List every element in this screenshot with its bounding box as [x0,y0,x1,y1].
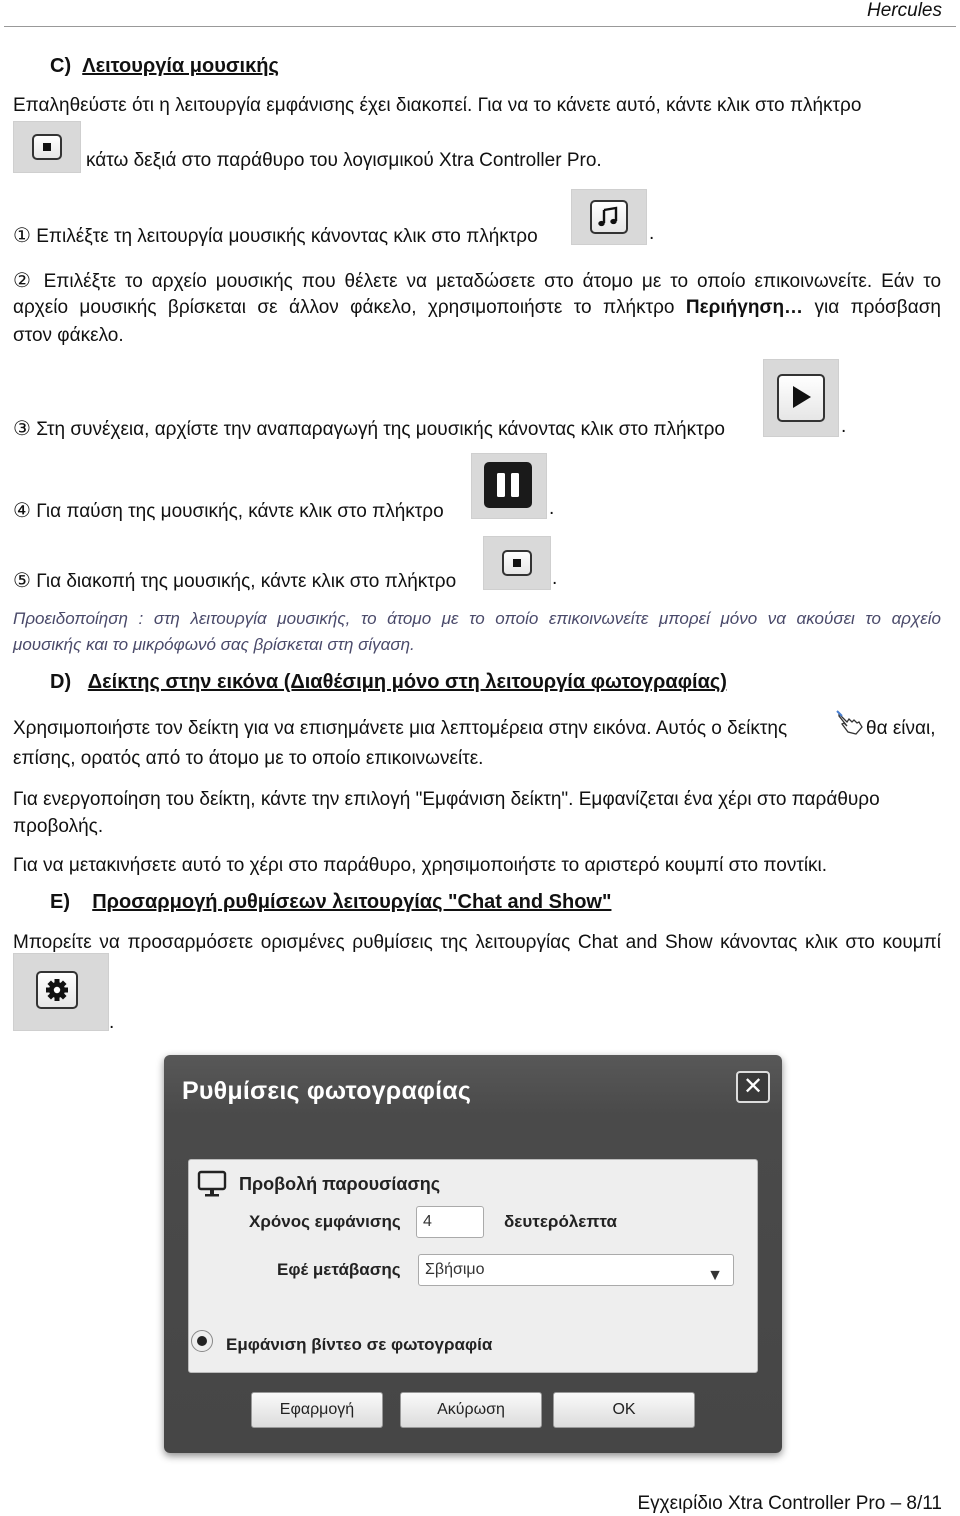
section-e-heading [50,891,611,914]
footer-text: Εγχειρίδιο Xtra Controller Pro – 8/11 [637,1493,942,1514]
step3-number: ③ [13,416,31,440]
intro-line2: κάτω δεξιά στο παράθυρο του λογισμικού Xtra Controller Pro. [86,150,602,171]
browse-button-label: Περιήγηση… [685,297,804,318]
stop-icon [513,559,521,567]
d-p2-line1: Για ενεργοποίηση του δείκτη, κάντε την επιλογή "Εμφάνιση δείκτη". Εμφανίζεται ένα χέρι στο παράθυρο [13,789,880,810]
header-divider [4,26,956,27]
step2-line2 [13,294,941,322]
ok-button[interactable]: OK [553,1392,695,1428]
step5-period: . [552,568,558,589]
transition-label: Εφέ μετάβασης [277,1260,401,1279]
display-time-label: Χρόνος εμφάνισης [249,1212,401,1231]
d-p1-line1a: Χρησιμοποιήστε τον δείκτη για να επισημάνετε μια λεπτομέρεια στην εικόνα. Αυτός ο δείκτης [13,718,788,739]
music-note-icon [592,202,626,232]
step5-number: ⑤ [13,568,31,592]
warning-line2: μουσικής και το μικρόφωνό σας βρίσκεται στη σίγαση. [13,635,415,654]
stop-button-image-2 [483,536,551,590]
step4-text [13,498,444,523]
step1-text [13,223,538,248]
step5-label: Για διακοπή της μουσικής, κάντε κλικ στο πλήκτρο [36,571,457,592]
section-c-heading [50,55,279,78]
monitor-icon [197,1170,227,1198]
step5-text [13,568,456,593]
section-d-letter: D) [50,671,72,693]
music-button-image [571,189,647,245]
hand-pointer-icon [834,708,864,738]
step3-period: . [841,416,847,437]
step2-line2b: για πρόσβαση [814,297,941,318]
d-p1-line2: επίσης, ορατός από το άτομο με το οποίο επικοινωνείτε. [13,748,484,769]
video-radio[interactable] [191,1330,213,1352]
play-icon [779,376,823,420]
section-d-title: Δείκτης στην εικόνα (Διαθέσιμη μόνο στη λειτουργία φωτογραφίας) [87,671,727,693]
photo-settings-dialog [164,1055,782,1453]
gear-icon [38,973,76,1007]
step4-number: ④ [13,498,31,522]
transition-select-value: Σβήσιμο [425,1261,485,1278]
step1-period: . [649,223,655,244]
stop-button-image [13,121,81,173]
stop-icon [43,143,51,151]
step2-line1 [13,266,941,296]
close-button[interactable] [736,1071,770,1103]
apply-button[interactable]: Εφαρμογή [251,1392,383,1428]
warning-line1: Προειδοποίηση : στη λειτουργία μουσικής, το άτομο με το οποίο επικοινωνείτε μπορεί μόνο να ακούσει το αρχείο [13,609,941,628]
play-button-image [763,359,839,437]
step3-text [13,416,725,441]
step4-period: . [549,498,555,519]
step2-number: ② [13,268,35,292]
section-e-title: Προσαρμογή ρυθμίσεων λειτουργίας "Chat and Show" [92,891,612,913]
step2-line2a: αρχείο μουσικής βρίσκεται σε άλλον φάκελο, χρησιμοποιήστε το πλήκτρο [13,297,675,318]
section-c-letter: C) [50,55,72,77]
close-icon: ✕ [742,1073,764,1100]
d-p3: Για να μετακινήσετε αυτό το χέρι στο παράθυρο, χρησιμοποιήστε το αριστερό κουμπί στο ποντίκι. [13,855,828,876]
step1-number: ① [13,223,31,247]
step3-label: Στη συνέχεια, αρχίστε την αναπαραγωγή της μουσικής κάνοντας κλικ στο πλήκτρο [36,419,725,440]
section-d-heading [50,671,727,694]
pause-icon [484,462,532,508]
e-p1: Μπορείτε να προσαρμόσετε ορισμένες ρυθμίσεις της λειτουργίας Chat and Show κάνοντας κλικ στο κουμπί [13,932,941,953]
video-option-label: Εμφάνιση βίντεο σε φωτογραφία [226,1335,493,1354]
dialog-title: Ρυθμίσεις φωτογραφίας [182,1077,472,1105]
d-p1-line1b: θα είναι, [866,718,936,739]
panel-title: Προβολή παρουσίασης [239,1174,441,1194]
seconds-label: δευτερόλεπτα [504,1212,617,1231]
transition-select[interactable] [418,1254,734,1286]
display-time-input[interactable]: 4 [416,1206,484,1238]
step1-label: Επιλέξτε τη λειτουργία μουσικής κάνοντας κλικ στο πλήκτρο [36,226,538,247]
step2-line1-text: Επιλέξτε το αρχείο μουσικής που θέλετε να μεταδώσετε στο άτομο με το οποίο επικοινωνείτε. Εάν το [43,271,942,292]
d-p2-line2: προβολής. [13,816,104,837]
step2-line3: στον φάκελο. [13,325,124,346]
intro-line1: Επαληθεύστε ότι η λειτουργία εμφάνισης έχει διακοπεί. Για να το κάνετε αυτό, κάντε κλικ στο πλήκτρο [13,95,862,116]
settings-button-image [13,953,109,1031]
pause-button-image [471,453,547,519]
cancel-button[interactable]: Ακύρωση [400,1392,542,1428]
section-e-letter: E) [50,891,70,913]
step4-label: Για παύση της μουσικής, κάντε κλικ στο πλήκτρο [36,501,444,522]
chevron-down-icon: ▼ [707,1267,723,1284]
header-brand: Hercules [867,0,942,21]
section-c-title: Λειτουργία μουσικής [82,55,279,77]
e-period: . [109,1012,115,1033]
